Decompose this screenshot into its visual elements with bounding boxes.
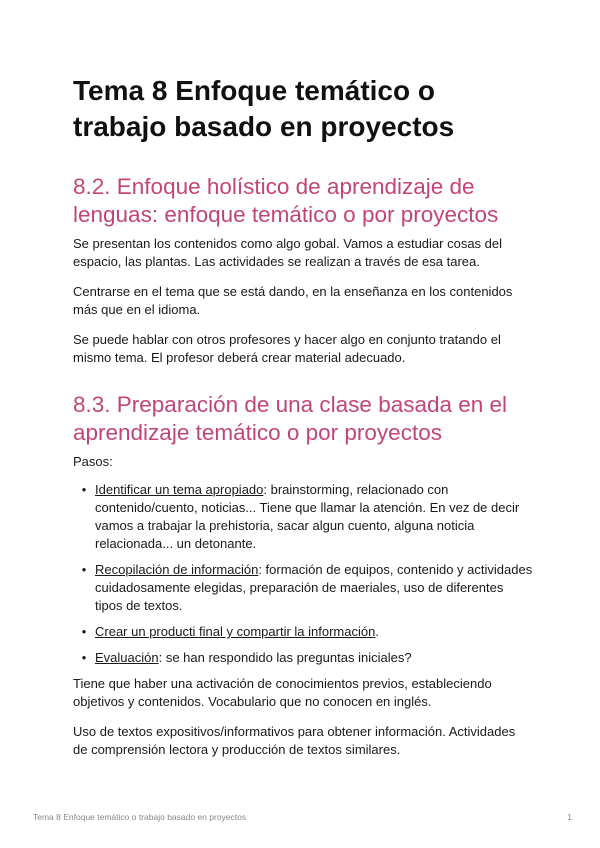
step-text: : brainstorming, relacionado con contenido/cuento, noticias... Tiene que llamar la atención. En vez de decir vamos a trabajar la prehistoria, sacar algun cuento, alguna noticia relacionada... un detonante. [95,482,520,551]
paragraph: Uso de textos expositivos/informativos para obtener información. Actividades de comprensión lectora y producción de textos similares. [73,724,516,757]
step-link[interactable]: Evaluación [95,650,159,665]
footer-title: Tema 8 Enfoque temático o trabajo basado en proyectos [33,812,247,822]
steps-list [73,481,533,667]
paragraph: Tiene que haber una activación de conocimientos previos, estableciendo objetivos y contenidos. Vocabulario que no conocen en inglés. [73,676,492,709]
paragraph: Centrarse en el tema que se está dando, en la enseñanza en los contenidos más que en el idioma. [73,284,513,317]
steps-intro: Pasos: [73,454,113,469]
section-heading-8-2: 8.2. Enfoque holístico de aprendizaje de lenguas: enfoque temático o por proyectos [73,174,499,227]
page-title: Tema 8 Enfoque temático o trabajo basado en proyectos [73,75,455,142]
list-item [81,561,533,615]
paragraph: Se puede hablar con otros profesores y hacer algo en conjunto tratando el mismo tema. El profesor deberá crear material adecuado. [73,332,501,365]
step-link[interactable]: Crear un producti final y compartir la información [95,624,376,639]
step-link[interactable]: Recopilación de información [95,562,259,577]
bullet-icon: • [81,624,87,639]
step-text: : formación de equipos, contenido y actividades cuidadosamente elegidas, preparación de maeriales, uso de diferentes tipos de textos. [95,562,533,613]
list-item [81,623,533,641]
step-text: . [375,624,379,639]
page-footer [33,812,572,822]
paragraph: Se presentan los contenidos como algo gobal. Vamos a estudiar cosas del espacio, las plantas. Las actividades se realizan a través de esa tarea. [73,236,503,269]
bullet-icon: • [81,562,87,577]
section-heading-8-3: 8.3. Preparación de una clase basada en el aprendizaje temático o por proyectos [73,392,508,445]
step-text: : se han respondido las preguntas iniciales? [158,650,412,665]
bullet-icon: • [81,482,87,497]
bullet-icon: • [81,650,87,665]
page-content [73,73,533,759]
list-item [81,649,533,667]
list-item [81,481,533,553]
page-number: 1 [567,812,572,822]
step-link[interactable]: Identificar un tema apropiado [95,482,264,497]
